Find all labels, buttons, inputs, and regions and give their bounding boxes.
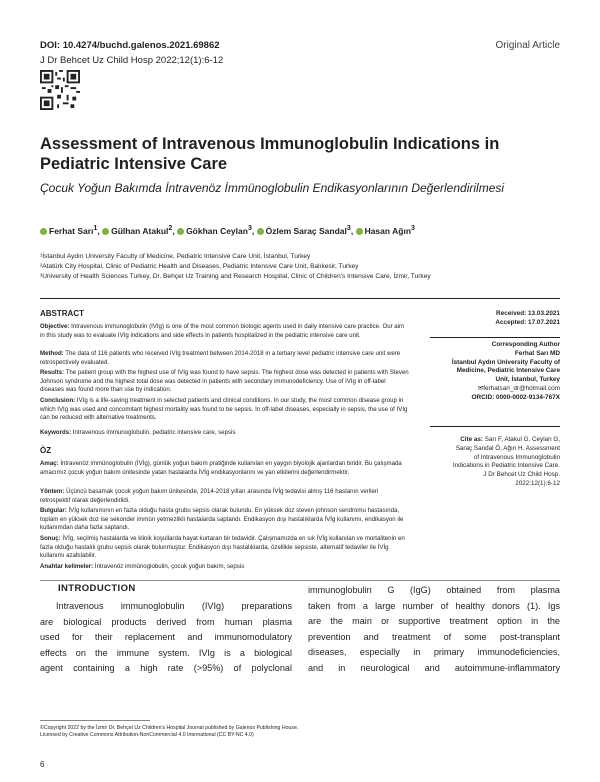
corr-affiliation: Unit, İstanbul, Turkey xyxy=(495,376,560,384)
copyright: ©Copyright 2022 by the İzmir Dr. Behçet Uz Children's Hospital Journal published by Galenos Publishing House. xyxy=(40,725,299,731)
text-line: agent containing a high rate (>95%) of polyclonal xyxy=(40,663,292,674)
author: Gökhan Ceylan$^3$ xyxy=(177,226,252,236)
orcid-icon xyxy=(40,228,47,235)
orcid-icon xyxy=(102,228,109,235)
text-line: Intravenous immunoglobulin (IVIg) preparations xyxy=(56,601,292,611)
turkish-title: Çocuk Yoğun Bakımda İntravenöz İmmünoglobulin Endikasyonlarının Değerlendirilmesi xyxy=(40,181,505,195)
text-line: used for their replacement and immunomodulatory xyxy=(40,632,292,643)
corr-name: Ferhat Sarı MD xyxy=(514,349,560,357)
text-line: and in neurological and autoimmune-inflammatory xyxy=(308,662,560,673)
oz-yontem: Yöntem: Üçüncü basamak çocuk yoğun bakım ünitesinde, 2014-2018 yılları arasında İVİg tedavisi almış 116 hastanın verileri retrospektif olarak değerlendirildi. xyxy=(40,488,379,504)
orcid-icon xyxy=(257,228,264,235)
orcid-id: ORCID: 0000-0002-9134-767X xyxy=(471,393,560,401)
text-line: effects on the immune system. IVIg is a biological xyxy=(40,647,292,658)
divider xyxy=(40,720,150,721)
text-line: diseases, especially in primary immunodeficiencies, xyxy=(308,647,560,658)
corr-heading: Corresponding Author xyxy=(491,341,560,348)
orcid-icon xyxy=(356,228,363,235)
email-icon: ✉ xyxy=(477,384,484,392)
corr-affiliation: İstanbul Aydın University Faculty of xyxy=(451,358,560,366)
author: Gülhan Atakul$^2$ xyxy=(102,226,172,236)
doi: DOI: 10.4274/buchd.galenos.2021.69862 xyxy=(40,40,220,51)
author-list: Ferhat Sarı$^1$, Gülhan Atakul$^2$, Gökhan Ceylan$^3$, Özlem Saraç Sandal$^3$, Hasan Ağın$^3$ xyxy=(40,224,570,236)
divider xyxy=(430,337,560,338)
sidebar-info xyxy=(400,310,560,328)
journal-reference: J Dr Behcet Uz Child Hosp 2022;12(1):6-12 xyxy=(40,55,224,66)
corr-affiliation: Medicine, Pediatric Intensive Care xyxy=(456,367,560,375)
intro-right-column xyxy=(308,583,560,677)
author: Ferhat Sarı$^1$ xyxy=(40,226,97,236)
abstract-results: Results: The patient group with the highest use of IVIg was found to have sepsis. The highest dose was detected in patients with Steven Johnson syndrome and the highest total dose was detected in patients with secondary immunodeficiency. Use of IVIg in off-label diseases was found more than use by indication. xyxy=(40,369,409,394)
abstract-objective: Objective: Intravenous immunoglobulin (IVIg) is one of the most common biologic agents used in daily intensive care practice. Our aim in this study was to evaluate IVIg indications and side effects in patients hospitalized in the pediatric intensive care unit. xyxy=(40,323,405,339)
license: Licensed by Creative Commons Attribution-NonCommercial 4.0 International (CC BY-NC 4.0) xyxy=(40,732,254,738)
abstract-heading: ABSTRACT xyxy=(40,309,84,318)
introduction-heading: INTRODUCTION xyxy=(58,583,136,594)
article-type: Original Article xyxy=(495,40,560,51)
divider xyxy=(40,298,560,299)
abstract-keywords: Keywords: Intravenous immunoglobulin, pediatric intensive care, sepsis xyxy=(40,429,236,436)
article-title: Assessment of Intravenous Immunoglobulin Indications in Pediatric Intensive Care xyxy=(40,135,500,173)
oz-bulgular: Bulgular: İVİg kullanımının en fazla olduğu hasta grubu sepsis olarak bulundu. En yüksek doz steven johnson sendromu hastasında, toplam en yüksek doz ise sekonder immün yetmezlikli hastalarda saptandı. Endikasyon dışı hastalıklarda İVİg kullanımı, endikasyon ile kullanımdan daha fazla saptandı. xyxy=(40,507,404,532)
abstract-method: Method: The data of 116 patients who received IVIg treatment between 2014-2018 in a tertiary level pediatric intensive care unit were retrospectively evaluated. xyxy=(40,350,401,366)
text-line: are the main or supportive treatment option in the xyxy=(308,616,560,627)
accepted-date: Accepted: 17.07.2021 xyxy=(495,318,560,326)
text-line: taken from a large number of healthy donors (1). Igs xyxy=(308,600,560,611)
divider xyxy=(40,580,560,581)
corr-email[interactable]: ✉ferhatsari_dr@hotmail.com xyxy=(477,384,560,392)
qr-code-icon xyxy=(40,70,80,110)
author: Özlem Saraç Sandal$^3$ xyxy=(257,226,351,236)
orcid-icon xyxy=(177,228,184,235)
oz-heading: ÖZ xyxy=(40,446,52,455)
abstract-conclusion: Conclusion: IVIg is a life-saving treatment in selected patients and clinical conditions. In our study, the most common disease group in which IVIg was used and concomitant highest mortality was found to be sepsis. In off-label diseases, especially in sepsis, the use of IVIg can be reduced with alternative treatments. xyxy=(40,397,408,422)
text-line: prevention and treatment of some post-transplant xyxy=(308,631,560,642)
author: Hasan Ağın$^3$ xyxy=(356,226,415,236)
oz-sonuc: Sonuç: İVİg, seçilmiş hastalarda ve klinik koşullarda hayat kurtaran bir tedavidir. Çalışmamızda en sık İVİg kullanılan ve mortalitenin en fazla olduğu hastalık grubu sepsis olarak bulunmuştur. Endikasyon dışı hastalıklarda, özellikle sepsiste, alternatif tedaviler ile İVİg kullanımı azaltılabilir. xyxy=(40,535,405,560)
oz-anahtar: Anahtar kelimeler: İntravenöz immünoglobulin, çocuk yoğun bakım, sepsis xyxy=(40,563,245,570)
oz-amac: Amaç: İntravenöz immünoglobulin (İVİg), günlük yoğun bakım pratiğinde kullanılan en yaygın biyolojik ajanlardan biridir. Bu çalışmada amacımız çocuk yoğun bakım ünitesinde yatan hastalarda İVİg endikasyonlarını ve yan etkilerini değerlendirmektir. xyxy=(40,460,402,476)
text-line: immunoglobulin G (IgG) obtained from plasma xyxy=(308,585,560,595)
text-line: are biological products derived from human plasma xyxy=(40,616,292,627)
divider xyxy=(430,426,560,427)
affiliation: ³University of Health Sciences Turkey, Dr. Behçet Uz Training and Research Hospital, Clinic of Children's Intensive Care, İzmir, Turkey xyxy=(40,273,431,280)
affiliation: ¹İstanbul Aydın University Faculty of Medicine, Pediatric Intensive Care Unit, İstanbul, Turkey xyxy=(40,253,311,260)
affiliation: ²Atatürk City Hospital, Clinic of Pediatric Health and Diseases, Pediatric Intensive Care Unit, Balıkesir, Turkey xyxy=(40,263,359,270)
intro-left-column xyxy=(40,599,292,677)
cite-as: Cite as: Sarı F, Atakul G, Ceylan G, Saraç Sandal Ö, Ağın H. Assessment of Intravenous Immunoglobulin Indications in Pediatric Intensive Care. J Dr Behcet Uz Child Hosp. 2022;12(1):6-12 xyxy=(452,436,560,487)
corresponding-author xyxy=(400,341,560,403)
received-date: Received: 13.03.2021 xyxy=(496,310,560,317)
page-number: 6 xyxy=(40,760,45,769)
